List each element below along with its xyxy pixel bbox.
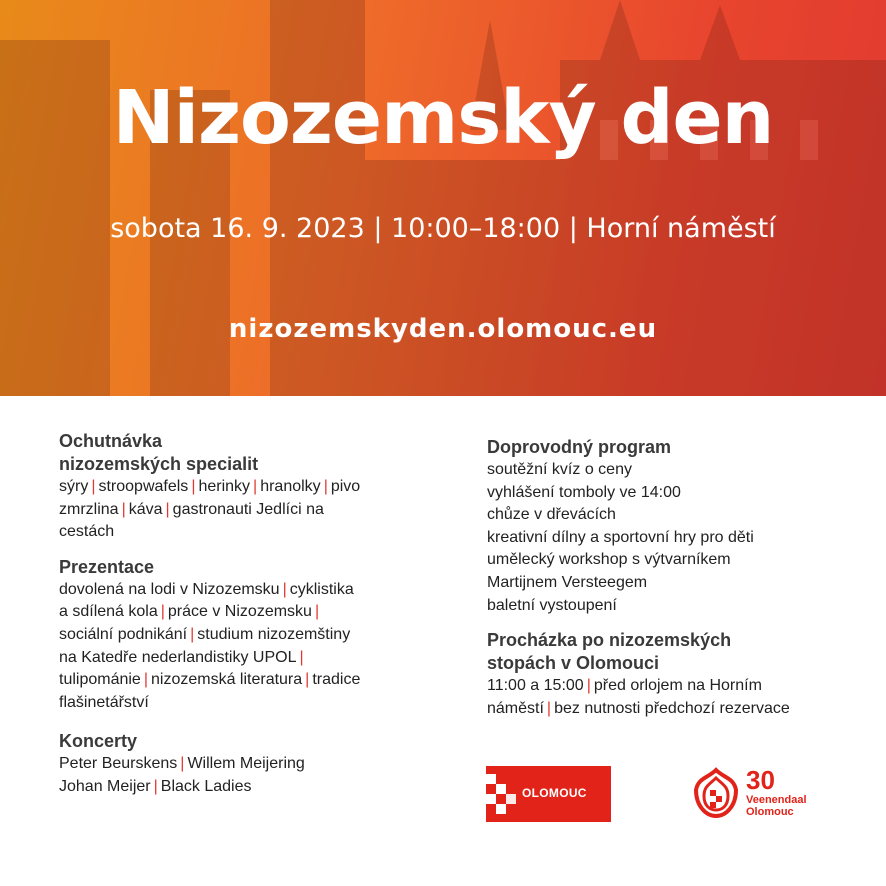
section-body [487, 459, 847, 617]
event-date-line: sobota 16. 9. 2023 | 10:00–18:00 | Horní náměstí [110, 213, 776, 244]
olomouc-logo-text: OLOMOUC [522, 786, 587, 800]
separator: | [586, 677, 591, 695]
list-item: Willem Meijering [187, 755, 305, 773]
list-item: stroopwafels [98, 478, 189, 495]
separator: | [299, 648, 304, 666]
separator: | [282, 580, 287, 598]
list-item: bez nutnosti předchozí rezervace [554, 699, 790, 717]
section-body [487, 675, 847, 720]
list-item: zmrzlina [59, 500, 119, 518]
anniversary-text: Veenendaal Olomouc [746, 794, 807, 818]
text-line [59, 476, 419, 499]
list-item: 11:00 a 15:00 [487, 677, 584, 695]
list-item: herinky [198, 478, 251, 495]
text-line [59, 601, 419, 624]
separator: | [314, 603, 320, 621]
text-line [59, 579, 419, 602]
section-presentations [59, 556, 419, 715]
section-title: Procházka po nizozemských stopách v Olomouci [487, 630, 732, 674]
separator: | [305, 671, 310, 689]
separator: | [546, 699, 552, 717]
event-url[interactable]: nizozemskyden.olomouc.eu [228, 314, 658, 344]
text-line [59, 624, 419, 647]
list-item: chůze v dřevácích [487, 506, 616, 524]
text-line [59, 669, 419, 692]
list-item: před orlojem na Horním [593, 677, 762, 695]
section-concerts [59, 730, 419, 798]
separator: | [191, 478, 196, 495]
list-item: pivo [330, 478, 361, 495]
list-item: Black Ladies [160, 777, 252, 795]
list-item: soutěžní kvíz o ceny [487, 461, 632, 478]
text-line [59, 692, 419, 715]
list-item: a sdílená kola [59, 603, 158, 621]
list-item: tulipománie [59, 671, 141, 689]
separator: | [190, 625, 195, 643]
separator: | [160, 603, 165, 621]
text-line [59, 647, 419, 670]
separator: | [165, 500, 170, 518]
checker-emblem-icon [486, 766, 516, 822]
list-item: studium nizozemštiny [197, 625, 351, 643]
list-item: kreativní dílny a sportovní hry pro děti [487, 528, 754, 546]
list-item: umělecký workshop s výtvarníkem [487, 551, 731, 569]
list-item: Martijnem Versteegem [487, 573, 648, 591]
separator: | [143, 671, 148, 689]
list-item: dovolená na lodi v Nizozemsku [59, 580, 280, 598]
event-title: Nizozemský den [112, 75, 774, 161]
separator: | [323, 478, 328, 495]
text-line [59, 521, 419, 544]
anniversary-logo [690, 764, 840, 824]
list-item: na Katedře nederlandistiky UPOL [59, 648, 297, 666]
section-body [59, 476, 419, 544]
text-line [487, 675, 847, 698]
text-line [59, 499, 419, 522]
text-line [59, 776, 419, 799]
section-title: Ochutnávka nizozemských specialit [59, 431, 259, 474]
section-title: Koncerty [59, 731, 138, 752]
list-item: baletní vystoupení [487, 596, 617, 614]
list-item: hranolky [260, 478, 321, 495]
text-line [59, 753, 419, 776]
list-item: vyhlášení tomboly ve 14:00 [487, 483, 681, 501]
left-column [59, 430, 419, 811]
list-item: káva [128, 500, 163, 518]
right-column [487, 436, 847, 732]
hero-banner [0, 0, 886, 396]
olomouc-logo [486, 766, 611, 822]
section-program [487, 436, 847, 617]
anniversary-number: 30 [746, 765, 775, 795]
list-item: práce v Nizozemsku [167, 603, 312, 621]
section-title: Prezentace [59, 556, 155, 577]
section-title: Doprovodný program [487, 437, 672, 457]
list-item: tradice [312, 671, 361, 689]
list-item: sýry [59, 478, 89, 495]
list-item: Peter Beurskens [59, 755, 178, 773]
section-body [59, 579, 419, 715]
separator: | [121, 500, 126, 518]
section-walk [487, 629, 847, 720]
separator: | [253, 478, 258, 495]
section-body [59, 753, 419, 798]
list-item: cestách [59, 523, 115, 541]
separator: | [153, 777, 158, 795]
separator: | [180, 755, 185, 773]
separator: | [91, 478, 96, 495]
tulip-icon [690, 764, 742, 820]
list-item: cyklistika [289, 580, 354, 598]
text-line [487, 698, 847, 721]
list-item: flašinetářství [59, 693, 149, 711]
list-item: sociální podnikání [59, 625, 188, 643]
section-tasting [59, 430, 419, 544]
list-item: gastronauti Jedlíci na [172, 500, 324, 518]
list-item: Johan Meijer [59, 777, 151, 795]
list-item: náměstí [487, 699, 544, 717]
list-item: nizozemská literatura [150, 671, 303, 689]
